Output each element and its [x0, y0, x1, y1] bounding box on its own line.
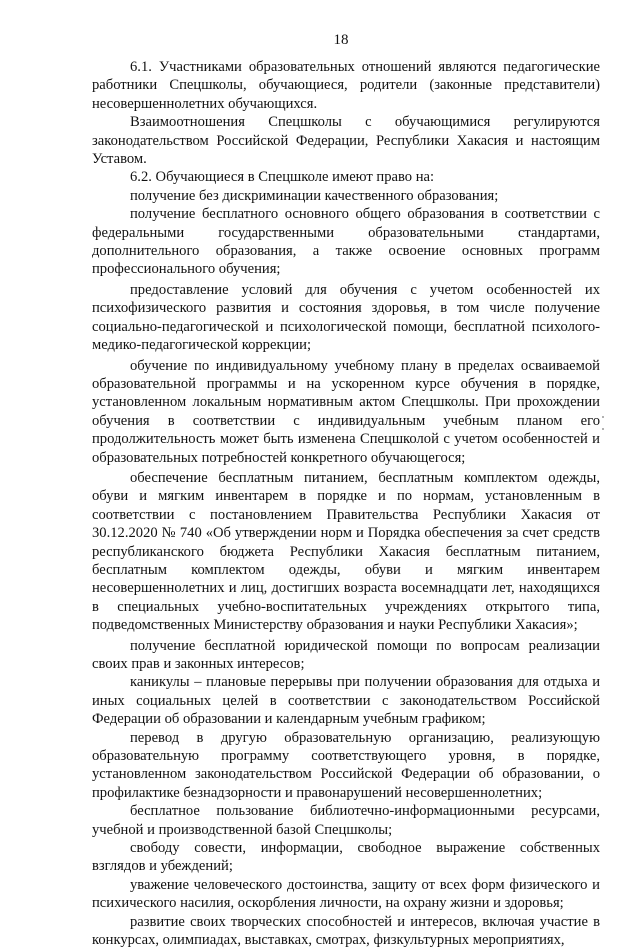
- document-body: [92, 58, 600, 950]
- paragraph: получение без дискриминации качественного образования;: [130, 187, 499, 204]
- paragraph: предоставление условий для обучения с учетом особенностей их психофизического развития и состояния здоровья, в том числе получение социально-педагогической и психологической помощи, бесплатной психолого-медико-педагогической коррекции;: [92, 281, 600, 354]
- paragraph: каникулы – плановые перерывы при получении образования для отдыха и иных социальных целей в соответствии с законодательством Российской Федерации об образовании и календарным учебным графиком;: [92, 674, 600, 728]
- paragraph: обеспечение бесплатным питанием, бесплатным комплектом одежды, обуви и мягким инвентарем в порядке и по нормам, установленным в соответствии с постановлением Правительства Республики Хакасия от 30.12.2020 № 740 «Об утверждении норм и Порядка обеспечения за счет средств республиканского бюджета Республики Хакасия бесплатным питанием, бесплатным комплектом одежды, обуви и мягким инвентарем несовершеннолетних и лиц, достигших возраста восемнадцати лет, находящихся в специальных учебно-воспитательных учреждениях открытого типа, подведомственных Министерству образования и науки Республики Хакасия»;: [92, 469, 600, 634]
- page-number: 18: [333, 32, 349, 48]
- scan-speck: [602, 416, 604, 418]
- scan-speck: [602, 428, 604, 430]
- paragraph: уважение человеческого достоинства, защиту от всех форм физического и психического насилия, оскорбления личности, на охрану жизни и здоровья;: [92, 876, 600, 912]
- paragraph: 6.1. Участниками образовательных отношений являются педагогические работники Спецшколы, обучающиеся, родители (законные представители) несовершеннолетних обучающихся.: [92, 59, 600, 112]
- paragraph: бесплатное пользование библиотечно-информационными ресурсами, учебной и производственной базой Спецшколы;: [92, 803, 600, 838]
- paragraph: Взаимоотношения Спецшколы с обучающимися регулируются законодательством Российской Федерации, Республики Хакасия и настоящим Уставом.: [92, 114, 600, 168]
- paragraph: свободу совести, информации, свободное выражение собственных взглядов и убеждений;: [92, 840, 600, 875]
- paragraph: обучение по индивидуальному учебному плану в пределах осваиваемой образовательной программы и на ускоренном курсе обучения в порядке, установленном локальным нормативным актом Спецшколы. При прохождении обучения в соответствии с индивидуальным учебным планом его продолжительность может быть изменена Спецшколой с учетом особенностей и образовательных потребностей конкретного обучающегося;: [92, 357, 600, 466]
- paragraph: получение бесплатного основного общего образования в соответствии с федеральными государственными образовательными стандартами, дополнительного образования, а также освоение основных программ профессионального обучения;: [92, 206, 600, 278]
- paragraph: перевод в другую образовательную организацию, реализующую образовательную программу соответствующего уровня, в порядке, установленном законодательством Российской Федерации об образовании, о профилактике безнадзорности и правонарушений несовершеннолетних;: [92, 729, 600, 801]
- paragraph: развитие своих творческих способностей и интересов, включая участие в конкурсах, олимпиадах, выставках, смотрах, физкультурных мероприятиях,: [92, 913, 600, 949]
- paragraph: 6.2. Обучающиеся в Спецшколе имеют право на:: [130, 169, 435, 186]
- paragraph: получение бесплатной юридической помощи по вопросам реализации своих прав и законных интересов;: [92, 637, 600, 672]
